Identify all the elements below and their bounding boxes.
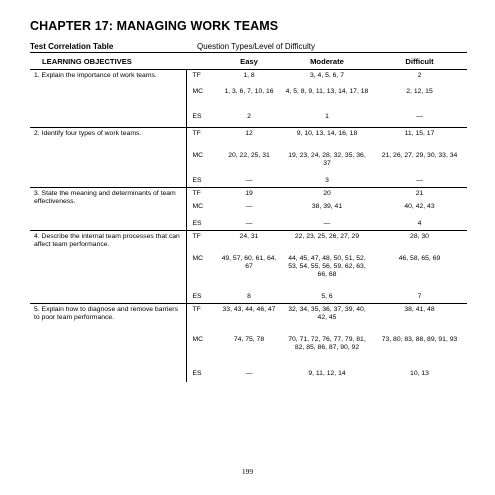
objective-1: 1. Explain the importance of work teams. — [30, 70, 186, 128]
difficult-cell: 2 — [372, 70, 467, 86]
header-difficult: Difficult — [372, 55, 467, 70]
difficult-cell: 21, 26, 27, 29, 30, 33, 34 — [381, 151, 458, 159]
easy-cell: 19 — [216, 188, 282, 201]
difficult-cell: 46, 58, 65, 69 — [398, 254, 441, 262]
difficult-cell: 7 — [417, 292, 422, 300]
table-header-row — [30, 55, 467, 70]
easy-cell: 1, 3, 6, 7, 10, 16 — [224, 87, 274, 95]
moderate-cell: 9, 11, 12, 14 — [308, 369, 346, 377]
table-body — [30, 70, 467, 382]
difficult-cell: 10, 13 — [410, 369, 429, 377]
easy-cell: 1, 8 — [216, 70, 282, 86]
difficult-cell: 21 — [372, 188, 467, 201]
easy-cell: 2 — [247, 112, 251, 120]
moderate-cell: 38, 39, 41 — [311, 202, 343, 210]
table-row — [30, 128, 467, 150]
question-type: TF — [186, 70, 216, 86]
question-type: MC — [192, 254, 204, 262]
header-easy: Easy — [216, 55, 282, 70]
easy-cell: 33, 43, 44, 46, 47 — [216, 304, 282, 334]
difficult-cell: 2, 12, 15 — [406, 87, 433, 95]
question-type: ES — [192, 292, 202, 300]
page-number: 199 — [241, 467, 254, 476]
difficulty-label: Question Types/Level of Difficulty — [197, 42, 315, 51]
difficult-cell: 73, 80, 83, 88, 89, 91, 93 — [381, 335, 458, 343]
question-type: TF — [186, 128, 216, 150]
easy-cell: 49, 57, 60, 61, 64, 67 — [221, 254, 277, 270]
easy-cell: 12 — [216, 128, 282, 150]
moderate-cell: 20 — [282, 188, 372, 201]
moderate-cell: 1 — [325, 112, 329, 120]
header-objectives: LEARNING OBJECTIVES — [30, 55, 186, 70]
table-row — [30, 231, 467, 253]
moderate-cell: 70, 71, 72, 76, 77, 79, 81, 82, 85, 86, 87, 90, 92 — [288, 335, 366, 351]
question-type: TF — [186, 304, 216, 334]
moderate-cell: 32, 34, 35, 36, 37, 39, 40, 42, 45 — [282, 304, 372, 334]
moderate-cell: — — [323, 219, 331, 227]
objective-4: 4. Describe the internal team processes that can affect team performance. — [30, 231, 186, 304]
moderate-cell: 22, 23, 25, 26, 27, 29 — [282, 231, 372, 253]
easy-cell: 20, 22, 25, 31 — [228, 151, 270, 159]
objective-2: 2. Identify four types of work teams. — [30, 128, 186, 188]
easy-cell: — — [245, 369, 253, 377]
moderate-cell: 9, 10, 13, 14, 16, 18 — [282, 128, 372, 150]
easy-cell: 8 — [247, 292, 251, 300]
question-type: MC — [192, 202, 204, 210]
objective-5: 5. Explain how to diagnose and remove barriers to poor team performance. — [30, 304, 186, 382]
moderate-cell: 3 — [325, 176, 329, 184]
easy-cell: — — [245, 219, 253, 227]
header-divider — [30, 52, 467, 53]
test-correlation-table — [30, 55, 467, 382]
moderate-cell: 19, 23, 24, 28, 32, 35, 36, 37 — [288, 151, 366, 167]
moderate-cell: 5, 6 — [321, 292, 333, 300]
table-row — [30, 304, 467, 334]
difficult-cell: — — [416, 176, 423, 184]
table-row — [30, 70, 467, 86]
question-type: ES — [192, 219, 202, 227]
question-type: ES — [192, 176, 202, 184]
question-type: MC — [192, 151, 204, 159]
question-type: MC — [192, 335, 204, 343]
question-type: ES — [192, 112, 202, 120]
moderate-cell: 44, 45, 47, 48, 50, 51, 52, 53, 54, 55, 56, 59, 62, 63, 66, 68 — [288, 254, 366, 278]
question-type: TF — [186, 188, 216, 201]
question-type: MC — [192, 87, 204, 95]
moderate-cell: 4, 5, 8, 9, 11, 13, 14, 17, 18 — [285, 87, 369, 95]
difficult-cell: 4 — [417, 219, 422, 227]
easy-cell: 24, 31 — [216, 231, 282, 253]
header-type — [186, 55, 216, 70]
objective-3: 3. State the meaning and determinants of team effectiveness. — [30, 188, 186, 231]
table-row — [30, 188, 467, 201]
easy-cell: 74, 75, 78 — [233, 335, 265, 343]
question-type: TF — [186, 231, 216, 253]
difficult-cell: 11, 15, 17 — [372, 128, 467, 150]
difficult-cell: 38, 41, 48 — [372, 304, 467, 334]
difficult-cell: 40, 42, 43 — [404, 202, 435, 210]
moderate-cell: 3, 4, 5, 6, 7 — [282, 70, 372, 86]
difficult-cell: — — [416, 112, 423, 120]
chapter-title: CHAPTER 17: MANAGING WORK TEAMS — [30, 19, 279, 33]
easy-cell: — — [245, 202, 253, 210]
question-type: ES — [192, 369, 202, 377]
header-moderate: Moderate — [282, 55, 372, 70]
easy-cell: — — [245, 176, 253, 184]
table-label: Test Correlation Table — [30, 42, 114, 51]
difficult-cell: 28, 30 — [372, 231, 467, 253]
